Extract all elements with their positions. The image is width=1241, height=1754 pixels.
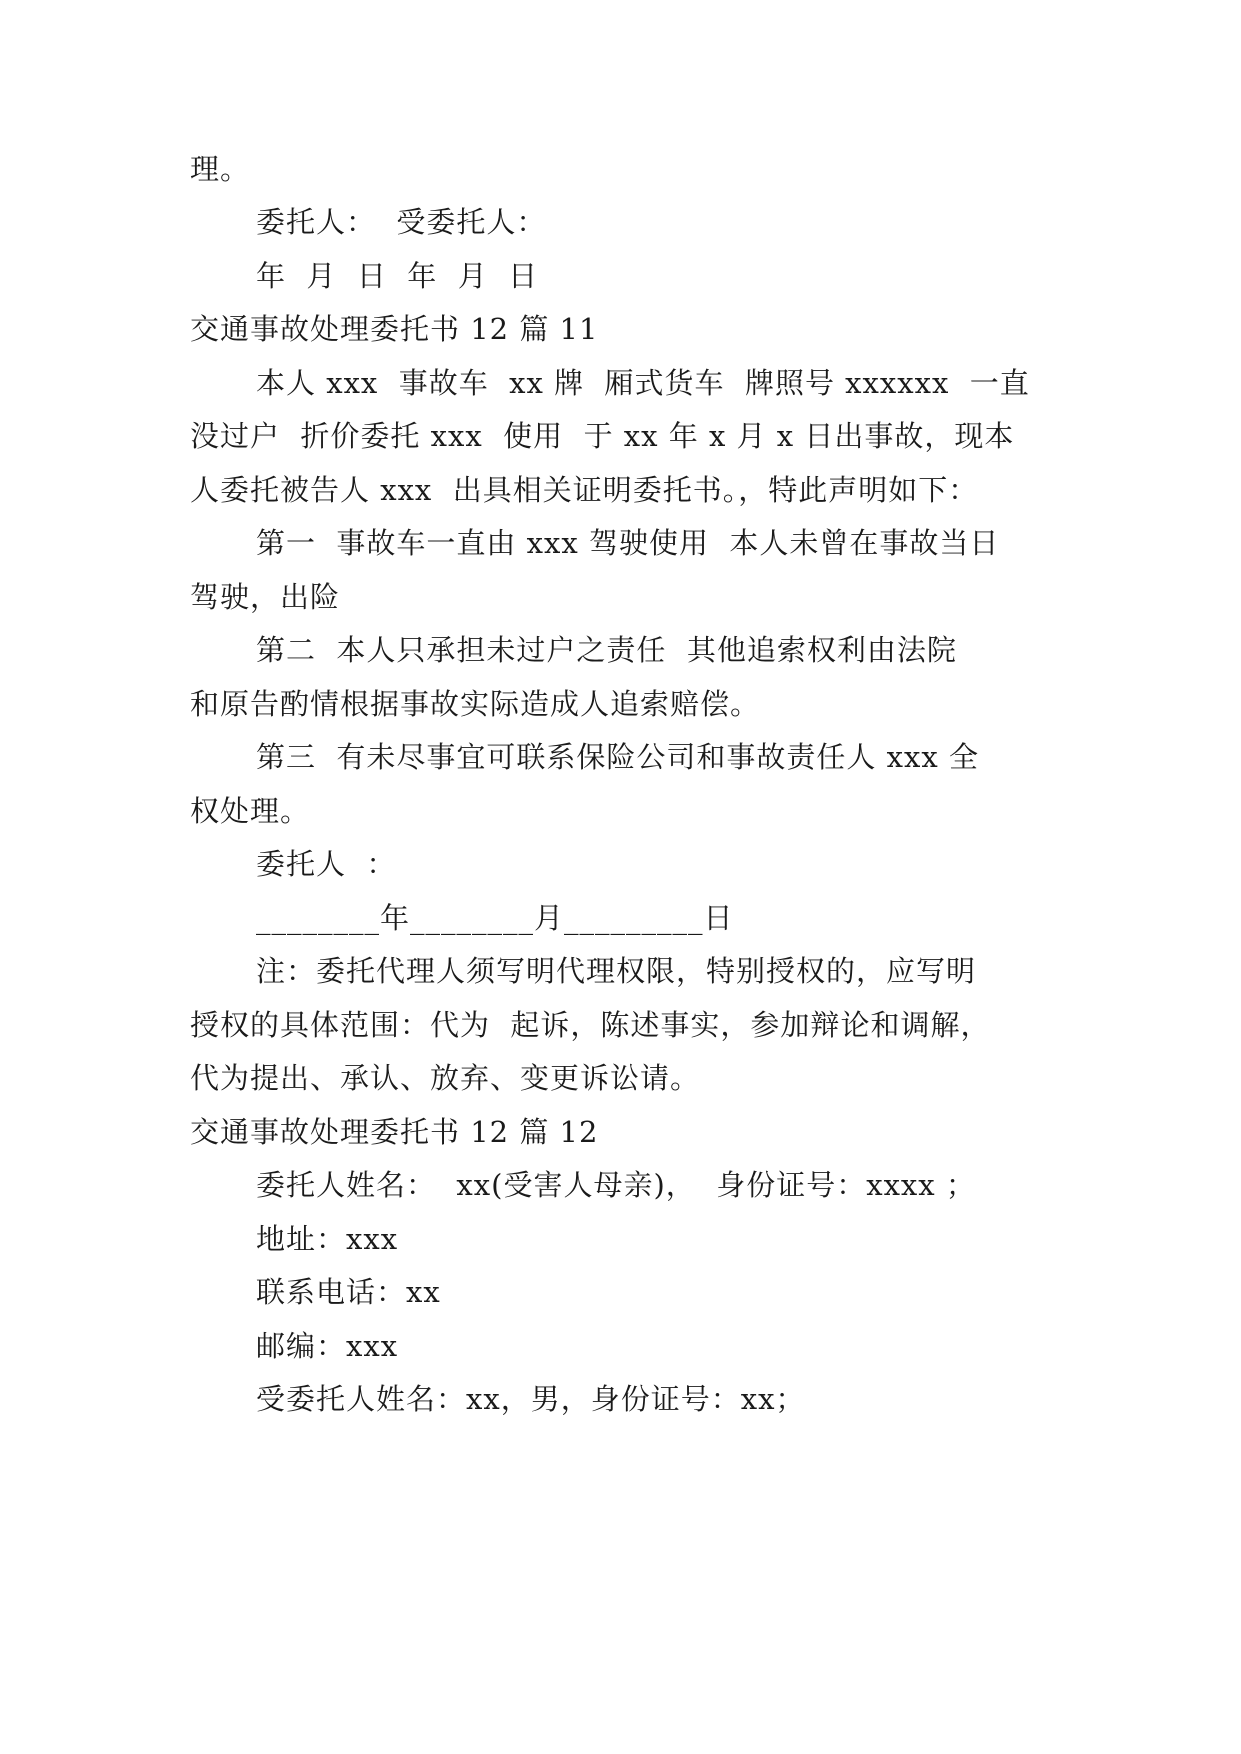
postcode-line: 邮编：xxx	[256, 1329, 399, 1363]
paragraph-line: 本人 xxx 事故车 xx 牌 厢式货车 牌照号 xxxxxx 一直	[256, 366, 1030, 400]
paragraph-line: 和原告酌情根据事故实际造成人追索赔偿。	[190, 687, 761, 721]
section-heading-11: 交通事故处理委托书 12 篇 11	[190, 312, 599, 346]
section-heading-12: 交通事故处理委托书 12 篇 12	[190, 1115, 599, 1149]
signature-label: 委托人 ：	[256, 847, 397, 881]
paragraph-line: 第一 事故车一直由 xxx 驾驶使用 本人未曾在事故当日	[256, 526, 1000, 560]
paragraph-line: 没过户 折价委托 xxx 使用 于 xx 年 x 月 x 日出事故，现本	[190, 419, 1015, 453]
phone-line: 联系电话：xx	[256, 1275, 441, 1309]
paragraph-line: 第三 有未尽事宜可联系保险公司和事故责任人 xxx 全	[256, 740, 979, 774]
paragraph-line: 第二 本人只承担未过户之责任 其他追索权利由法院	[256, 633, 957, 667]
agent-info-line: 受委托人姓名：xx，男，身份证号：xx；	[256, 1382, 806, 1416]
paragraph-line: 注：委托代理人须写明代理权限，特别授权的，应写明	[256, 954, 977, 988]
principal-info-line: 委托人姓名： xx(受害人母亲)， 身份证号：xxxx ；	[256, 1168, 976, 1202]
text-line-signatories: 委托人： 受委托人：	[256, 205, 547, 239]
paragraph-line: 授权的具体范围：代为 起诉，陈述事实，参加辩论和调解，	[190, 1008, 991, 1042]
text-line-date-blanks: 年 月 日 年 月 日	[256, 259, 539, 293]
address-line: 地址：xxx	[256, 1222, 399, 1256]
paragraph-line: 人委托被告人 xxx 出具相关证明委托书。，特此声明如下：	[190, 473, 979, 507]
paragraph-line: 权处理。	[190, 794, 311, 828]
date-line: ________年________月_________日	[256, 901, 734, 935]
text-line-continuation: 理。	[190, 152, 251, 186]
paragraph-line: 驾驶，出险	[190, 580, 341, 614]
paragraph-line: 代为提出、承认、放弃、变更诉讼请。	[190, 1061, 701, 1095]
